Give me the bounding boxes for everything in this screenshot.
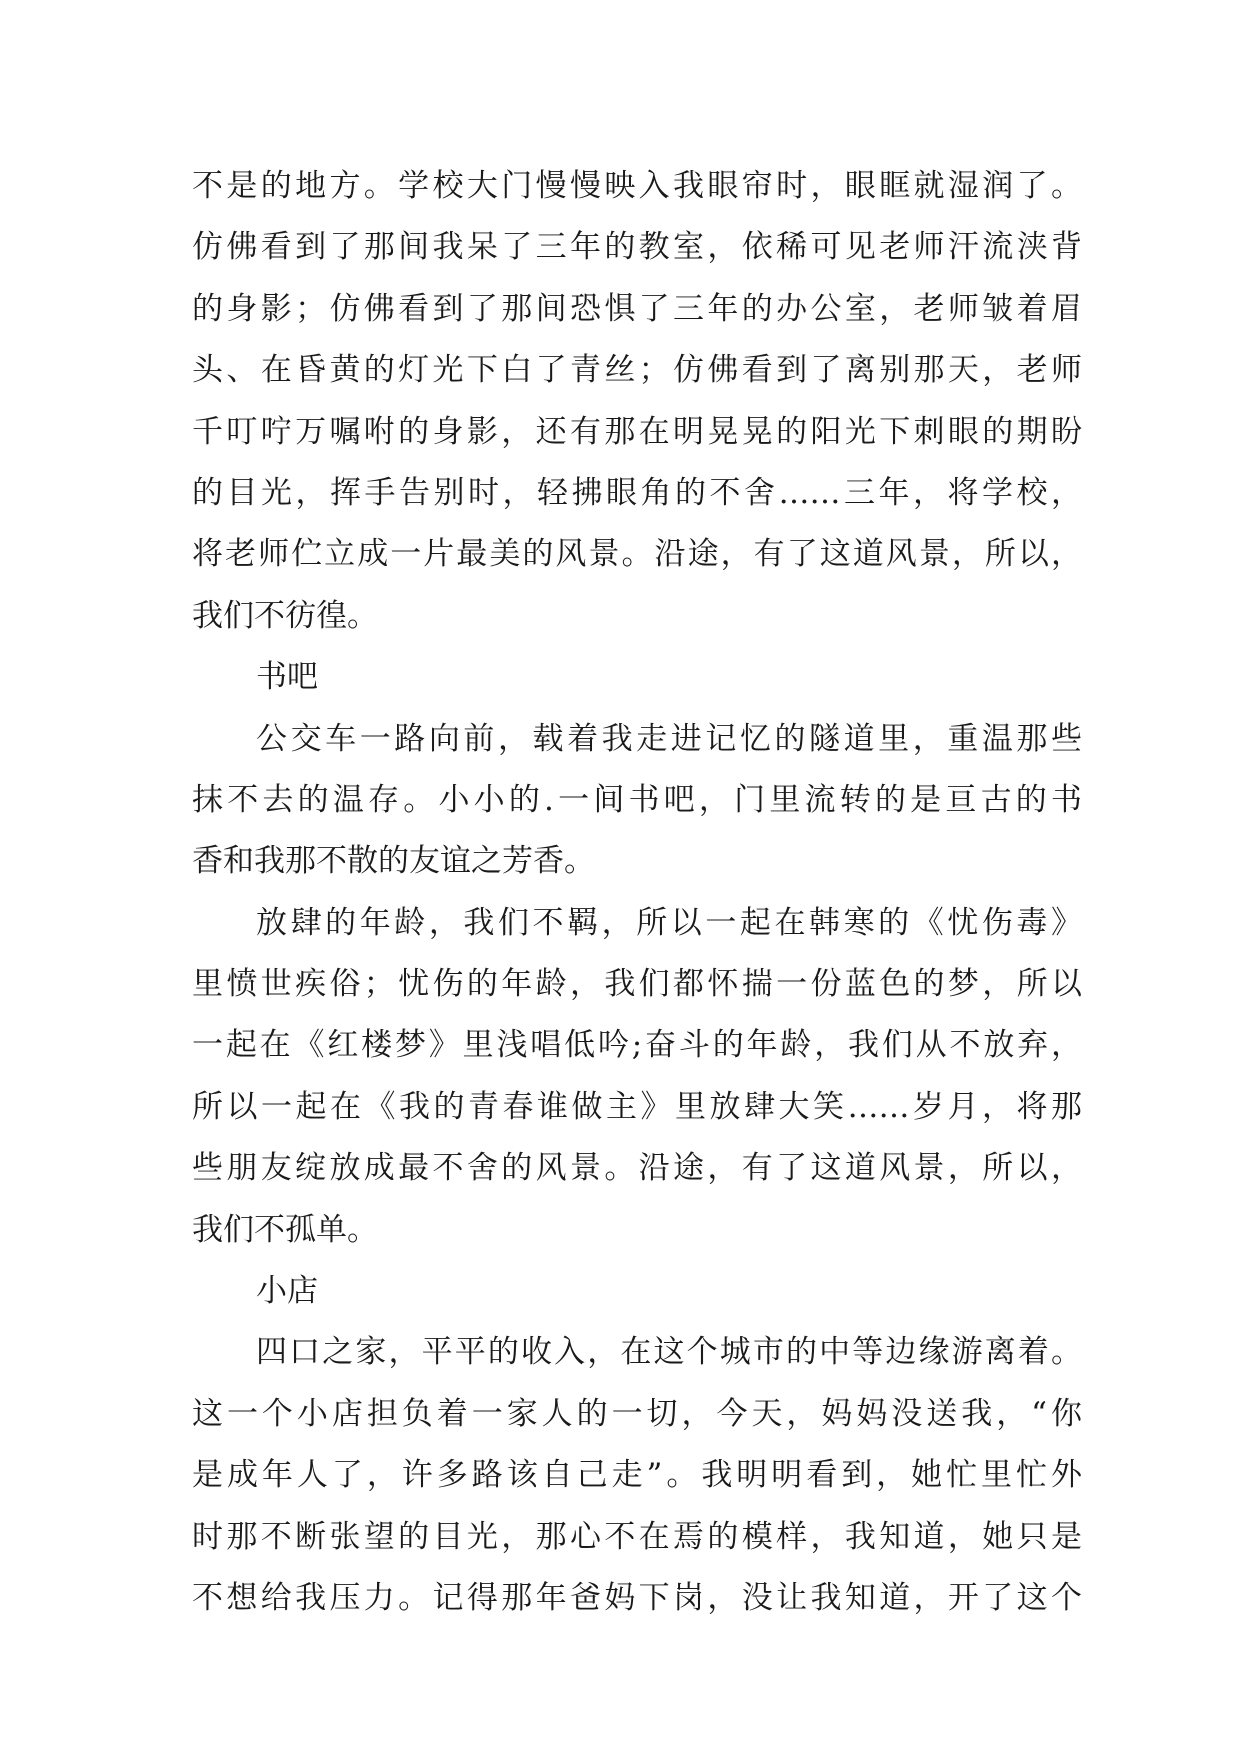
text-line: 公交车一路向前，载着我走进记忆的隧道里，重温那些 (256, 720, 1082, 757)
text-line: 抹不去的温存。小小的.一间书吧，门里流转的是亘古的书 (192, 781, 1082, 818)
text-line: 四口之家，平平的收入，在这个城市的中等边缘游离着。 (256, 1334, 1082, 1371)
section-heading: 书吧 (256, 659, 318, 696)
text-line: 些朋友绽放成最不舍的风景。沿途，有了这道风景，所以， (192, 1150, 1082, 1187)
text-line: 放肆的年龄，我们不羁，所以一起在韩寒的《忧伤毒》 (256, 904, 1082, 941)
text-line: 我们不孤单。 (192, 1211, 378, 1248)
text-line: 是成年人了，许多路该自己走”。我明明看到，她忙里忙外 (192, 1457, 1082, 1494)
text-line: 香和我那不散的友谊之芳香。 (192, 843, 595, 880)
text-line: 仿佛看到了那间我呆了三年的教室，依稀可见老师汗流浃背 (192, 229, 1082, 266)
text-line: 里愤世疾俗；忧伤的年龄，我们都怀揣一份蓝色的梦，所以 (192, 966, 1082, 1003)
text-line: 一起在《红楼梦》里浅唱低吟;奋斗的年龄，我们从不放弃， (192, 1027, 1082, 1064)
section-heading: 小店 (256, 1273, 318, 1310)
text-line: 将老师伫立成一片最美的风景。沿途，有了这道风景，所以， (192, 536, 1082, 573)
text-line: 这一个小店担负着一家人的一切，今天，妈妈没送我，“你 (192, 1395, 1082, 1432)
document-body (192, 156, 1082, 1629)
text-line: 不想给我压力。记得那年爸妈下岗，没让我知道，开了这个 (192, 1579, 1082, 1616)
text-line: 不是的地方。学校大门慢慢映入我眼帘时，眼眶就湿润了。 (192, 168, 1082, 204)
text-line: 我们不彷徨。 (192, 597, 378, 634)
text-line: 头、在昏黄的灯光下白了青丝；仿佛看到了离别那天，老师 (192, 352, 1082, 389)
text-line: 时那不断张望的目光，那心不在焉的模样，我知道，她只是 (192, 1518, 1082, 1555)
text-line: 的目光，挥手告别时，轻拂眼角的不舍……三年，将学校， (192, 474, 1082, 511)
text-line: 千叮咛万嘱咐的身影，还有那在明晃晃的阳光下刺眼的期盼 (192, 413, 1082, 450)
text-line: 所以一起在《我的青春谁做主》里放肆大笑……岁月，将那 (192, 1088, 1082, 1125)
text-line: 的身影；仿佛看到了那间恐惧了三年的办公室，老师皱着眉 (192, 290, 1082, 327)
